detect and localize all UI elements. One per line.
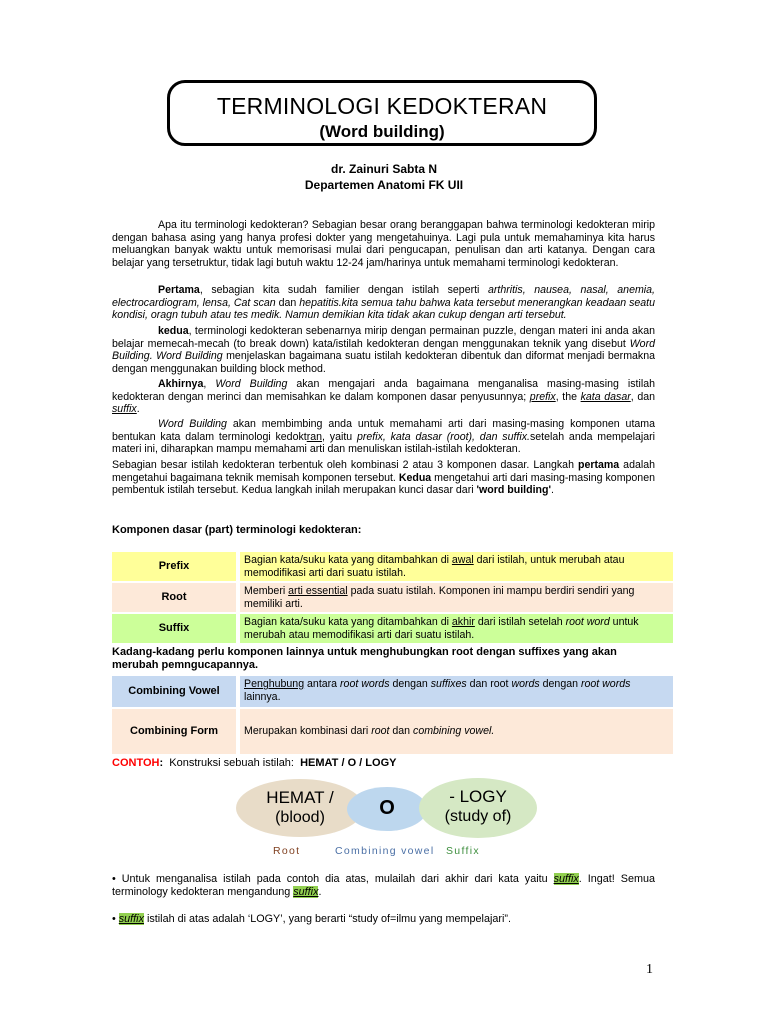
paragraph-kedua [112,325,655,375]
cv-i3: words [511,678,540,690]
component-row-suffix [112,614,673,643]
page-subtitle: (Word building) [319,122,445,141]
cf-i2: combining vowel. [413,725,495,738]
prefix-desc-text2: dari istilah, untuk merubah atau memodifikasi arti dari suatu istilah. [244,554,625,579]
author-name: dr. Zainuri Sabta N [330,162,438,176]
cv-t4: dengan [539,678,581,690]
combining-form-row [112,709,673,754]
bullet1-suffix2: suffix [293,886,319,898]
blood-text: (blood) [275,809,325,826]
combining-vowel-name: Combining Vowel [112,676,236,707]
pertama-italic1: arthritis, nausea, nasal, anemia, electrocardiogram, lensa, Cat scan [112,284,655,309]
sebagian-text1: Sebagian besar istilah kedokteran terbentuk oleh kombinasi 2 atau 3 komponen dasar. Langkah [112,459,578,471]
logy-oval [419,778,537,838]
root-desc-text2: pada suatu istilah. Komponen ini mampu berdiri sendiri yang memiliki arti. [244,585,635,610]
combining-form-desc [240,709,673,754]
hemat-oval [236,779,364,837]
suffix-desc-u: akhir [451,616,475,628]
akhirnya-lead: Akhirnya [158,378,204,390]
sebagian-text2: adalah mengetahui bagaimana teknik memisah komponen tersebut. [112,459,655,484]
hemat-text: HEMAT / [266,788,334,807]
title-box [167,80,597,146]
cv-i2: suffixes [430,678,467,690]
paragraph-sebagian [112,459,655,497]
kedua-italic1: Word Building. Word Building [112,337,655,363]
cf-i1: root [371,725,390,738]
bullet1-t3: . [318,886,322,898]
logy-text: - LOGY [449,787,507,806]
akhirnya-kata-dasar: kata dasar [580,390,631,403]
akhirnya-italic1: Word Building [215,378,288,390]
o-text: O [379,797,395,819]
combining-form-name: Combining Form [112,709,236,754]
pertama-italic2: hepatitis.kita semua tahu bahwa kata tersebut menerangkan keadaan seatu kondisi, oragn tubuh atau tes medik. Namun demikian kita tidak akan cukup dengan arti tersebut. [112,296,656,322]
cv-u: Penghubung [244,678,305,690]
akhirnya-text2: akan mengajari anda bagaimana menganalisa masing-masing istilah kedokteran dengan merinci dan memisahkan ke dalam komponen dasar penyusunnya; [112,378,655,403]
page-number: 1 [646,962,653,977]
wb-text1: akan membimbing anda untuk memahami arti dari masing-masing komponen utama bentukan kata dalam terminologi kedokt [112,418,655,443]
label-combining-vowel: Combining vowel [335,845,435,857]
pertama-lead: Pertama [158,284,200,296]
wb-text3: setelah anda mempelajari materi ini, diharapkan mampu memahami arti dan menuliskan istilah-istilah kedokteran. [112,430,656,456]
bullet2-suffix: suffix [118,913,144,925]
combining-vowel-row [112,676,673,707]
prefix-desc-text1: Bagian kata/suku kata yang ditambahkan di [244,554,452,566]
cf-t2: dan [389,725,414,738]
combining-vowel-desc [240,676,673,707]
suffix-desc-text3: untuk merubah atau memodifikasi arti dari suatu istilah. [244,616,639,641]
contoh-colon: : [159,757,164,769]
komponen-heading: Komponen dasar (part) terminologi kedokteran: [112,524,362,536]
sebagian-bold1: pertama [577,459,620,471]
component-desc [240,583,673,612]
o-oval [347,787,427,831]
pertama-text2: dan [275,296,300,309]
contoh-term: HEMAT / O / LOGY [300,757,397,769]
cv-i4: root words [580,678,631,690]
suffix-desc-text1: Bagian kata/suku kata yang ditambahkan di [244,616,452,628]
bullet1-suffix: suffix [553,873,579,885]
cv-i1: root words [340,678,390,690]
paragraph-akhirnya [112,378,655,416]
bullet2-t2: istilah di atas adalah ‘LOGY’, yang berarti “study of=ilmu yang mempelajari”. [143,913,511,925]
bullet1-t1: • Untuk menganalisa istilah pada contoh dia atas, mulailah dari akhir dari kata yaitu [112,873,554,885]
cv-t5: lainnya. [244,690,281,703]
akhirnya-text5: . [136,403,140,416]
bullet-1 [112,873,655,899]
component-row-prefix [112,552,673,581]
bullet2-t1: • [112,913,119,925]
component-desc [240,552,673,581]
wb-u1: ran [306,430,323,443]
label-root: Root [273,845,301,857]
wb-text2: , yaitu [322,430,357,443]
prefix-desc-u: awal [451,554,474,566]
contoh-label: CONTOH [112,757,160,769]
akhirnya-prefix: prefix [529,390,556,403]
intro-text: Apa itu terminologi kedokteran? Sebagian besar orang beranggapan bahwa terminologi kedokteran mirip dengan bahasa asing yang hanya profesi dokter yang mengetahuinya. Lagi pula untuk memahaminya kita harus meluangkan banyak waktu untuk memorisasi mulai dari pengucapan, penulisan dan arti katanya. Dengan cara belajar yang tersetruktur, tidak lagi butuh waktu 12-24 jam/harinya untuk memahami terminologi kedokteran. [112,219,655,269]
paragraph-intro [112,219,655,269]
bullet-2 [112,913,655,926]
wb-italic2: prefix, kata dasar (root), dan suffix. [356,430,530,443]
component-row-root [112,583,673,612]
sebagian-text4: . [551,484,554,497]
cf-t1: Merupakan kombinasi dari [244,725,372,738]
component-name: Prefix [112,552,236,581]
akhirnya-text1: , [203,378,216,390]
kadang-heading: Kadang-kadang perlu komponen lainnya untuk menghubungkan root dengan suffixes yang akan merubah pemngucapannya. [112,646,617,671]
component-name: Suffix [112,614,236,643]
bullet1-t2: . Ingat! Semua terminology kedokteran mengandung [112,873,655,898]
sebagian-text3: mengetahui arti dari masing-masing komponen pembentuk istilah tersebut. Kedua langkah inilah merupakan kunci dasar dari [112,471,655,497]
contoh-text: Konstruksi sebuah istilah: [163,757,301,769]
kedua-text1: , terminologi kedokteran sebenarnya mirip dengan permainan puzzle, dengan materi ini anda akan belajar memecah-mecah (to break down) kata/istilah kedokteran dengan menggunakan teknik yang disebut [112,325,655,350]
cv-t3: dan root [466,678,512,690]
sebagian-bold3: 'word building' [476,484,552,497]
wb-italic1: Word Building [158,418,227,430]
paragraph-wordbuilding [112,418,655,456]
paragraph-pertama [112,284,655,322]
pertama-text1: , sebagian kita sudah familier dengan istilah seperti [199,284,488,296]
author-department: Departemen Anatomi FK UII [304,178,464,192]
contoh-line [112,757,655,770]
label-suffix: Suffix [446,845,480,857]
cv-t2: dengan [389,678,431,690]
kedua-text2: menjelaskan bagaimana suatu istilah kedokteran dibentuk dan diformat menjadi bermakna dengan menggunakan building block method. [112,350,656,375]
akhirnya-text4: , dan [630,390,656,403]
root-desc-u: arti essential [288,585,348,597]
page-title: TERMINOLOGI KEDOKTERAN [216,93,548,119]
sebagian-bold2: Kedua [398,471,432,484]
study-text: (study of) [444,808,512,825]
component-desc [240,614,673,643]
component-name: Root [112,583,236,612]
root-desc-text1: Memberi [244,585,289,597]
kedua-lead: kedua [158,325,189,337]
suffix-desc-text2: dari istilah setelah [474,616,566,628]
cv-t1: antara [304,678,341,690]
suffix-desc-italic: root word [565,616,610,628]
akhirnya-text3: , the [555,390,581,403]
akhirnya-suffix: suffix [112,403,137,416]
